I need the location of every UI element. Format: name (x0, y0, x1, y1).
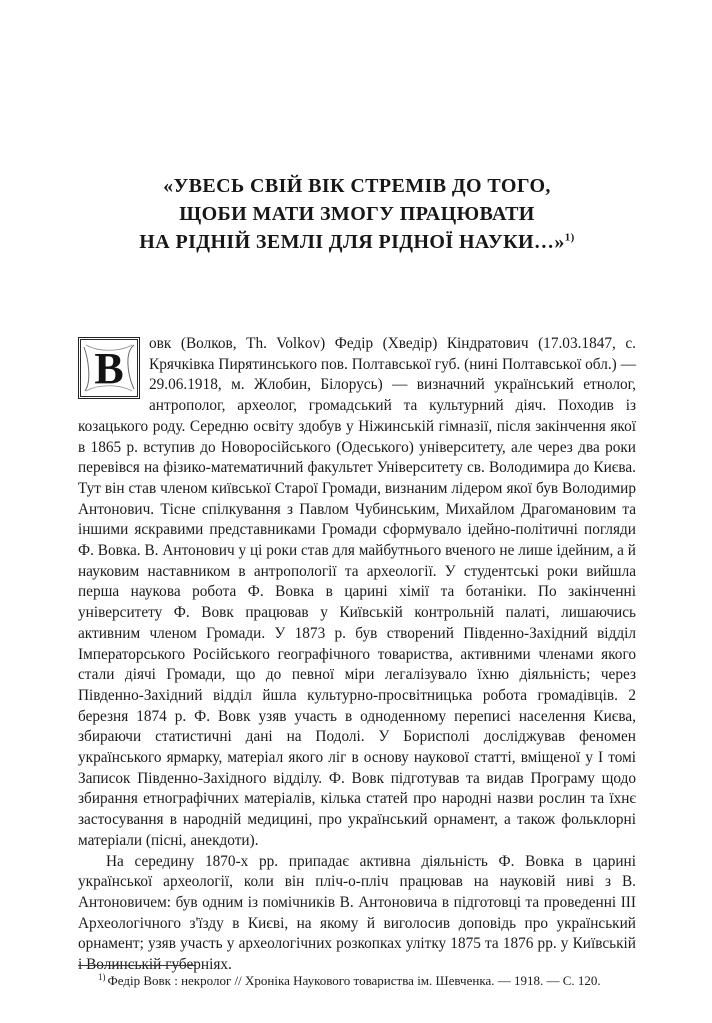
footnote-text (78, 972, 636, 989)
chapter-title (78, 172, 636, 256)
body-paragraph (78, 852, 636, 976)
dropcap-letter: В (94, 344, 124, 393)
chapter-title-line (78, 228, 636, 256)
chapter-title-line-1: «УВЕСЬ СВІЙ ВІК СТРЕМІВ ДО ТОГО, (163, 175, 551, 197)
chapter-title-line (78, 172, 636, 200)
chapter-title-line-3: НА РІДНІЙ ЗЕМЛІ ДЛЯ РІДНОЇ НАУКИ…» (139, 231, 565, 253)
footnote-rule (78, 965, 196, 966)
paragraph-text: овк (Волков, Th. Volkov) Федір (Хведір) Кіндратович (17.03.1847, с. Крячківка Пирятинського пов. Полтавської губ. (нині Полтавської обл.) — 29.06.1918, м. Жлобин, Білорусь) — визначний український етнолог, антрополог, археолог, громадський та культурний діяч. Походив із козацького роду. Середню освіту здобув у Ніжинській гімназії, після закінчення якої в 1865 р. вступив до Новоросійського (Одеського) університету, але через два роки перевівся на фізико-математичний факультет Університету св. Володимира до Києва. Тут він став членом київської Старої Громади, визнаним лідером якої був Володимир Антонович. Тісне спілкування з Павлом Чубинським, Михайлом Драгомановим та іншими яскравими представниками Громади сформувало ідейно-політичні погляди Ф. Вовка. В. Антонович у ці роки став для майбутнього вченого не лише ідейним, а й науковим наставником в антропології та археології. У студентські роки вийшла перша наукова робота Ф. Вовка в царині хімії та ботаніки. По закінченні університету Ф. Вовк працював у Київській контрольній палаті, лишаючись активним членом Громади. У 1873 р. був створений Південно-Західний відділ Імператорського Російського географічного товариства, активними членами якого стали діячі Громади, що до певної міри легалізувало їхню діяльність; через Південно-Західний відділ йшла культурно-просвітницька робота громадівців. 2 березня 1874 р. Ф. Вовк узяв участь в одноденному переписі населення Києва, збираючи статистичні дані на Подолі. У Борисполі досліджував феномен українського ярмарку, матеріал якого ліг в основу наукової статті, вміщеної у І томі Записок Південно-Західного відділу. Ф. Вовк підготував та видав Програму щодо збирання етнографічних матеріалів, кілька статей про народні назви рослин та їхнє застосування в народній медицині, про український орнамент, а також фольклорні матеріали (пісні, анекдоти). (78, 335, 636, 849)
chapter-title-line (78, 200, 636, 228)
footnote (78, 965, 636, 989)
article-body (78, 334, 636, 976)
title-footnote-marker: 1) (564, 231, 575, 244)
footnote-body: Федір Вовк : некролог // Хроніка Наукового товариства ім. Шевченка. — 1918. — С. 120. (107, 973, 601, 988)
body-paragraph (78, 334, 636, 852)
footnote-marker: 1) (98, 971, 106, 982)
decorative-initial-box (78, 337, 140, 399)
decorative-initial-ornament (79, 338, 139, 398)
paragraph-text: На середину 1870-х рр. припадає активна діяльність Ф. Вовка в царині української археології, коли він пліч-о-пліч працював на науковій ниві з В. Антоновичем: був одним із помічників В. Антоновича в підготовці та проведенні ІІІ Археологічного з'їзду в Києві, на якому й виголосив доповідь про український орнамент; узяв участь у археологічних розкопках улітку 1875 та 1876 рр. у Київській і Волинській губерніях. (78, 852, 636, 974)
chapter-title-line-2: ЩОБИ МАТИ ЗМОГУ ПРАЦЮВАТИ (179, 203, 535, 225)
